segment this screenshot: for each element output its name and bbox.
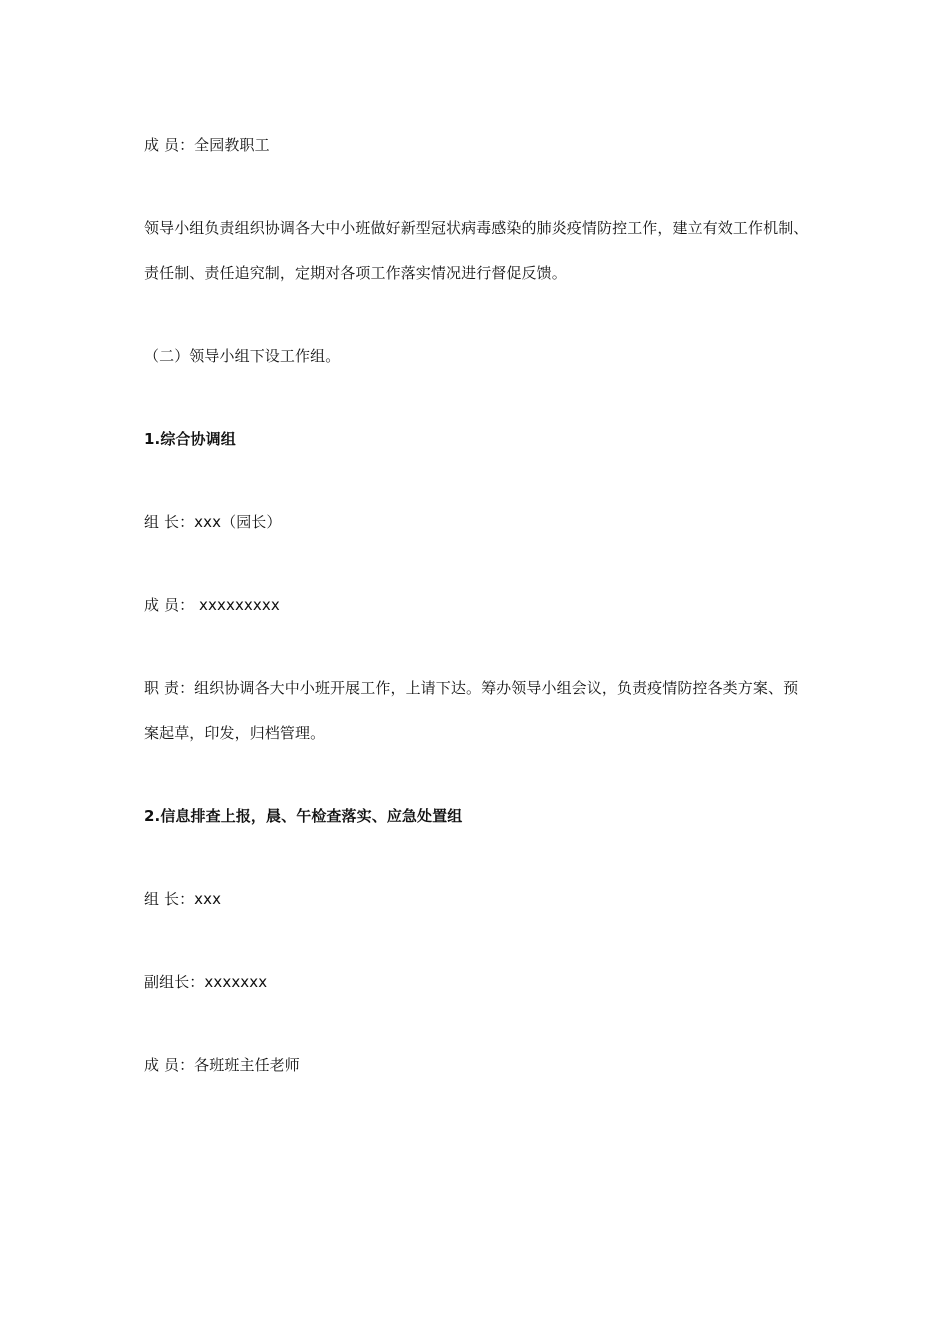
group-1-leader: 组 长：xxx（园长）	[144, 513, 282, 531]
leading-group-description-line-2: 责任制、责任追究制，定期对各项工作落实情况进行督促反馈。	[144, 264, 567, 282]
group-2-heading: 2.信息排查上报，晨、午检查落实、应急处置组	[144, 807, 463, 825]
members-all-staff: 成 员：全园教职工	[144, 136, 270, 154]
group-1-duties-line-2: 案起草，印发，归档管理。	[144, 724, 326, 742]
group-1-heading: 1.综合协调组	[144, 430, 236, 448]
leading-group-description-line-1: 领导小组负责组织协调各大中小班做好新型冠状病毒感染的肺炎疫情防控工作，建立有效工作机制、	[144, 219, 809, 237]
group-2-leader: 组 长：xxx	[144, 890, 222, 908]
group-1-duties-line-1: 职 责：组织协调各大中小班开展工作，上请下达。筹办领导小组会议，负责疫情防控各类方案、预	[144, 679, 799, 697]
group-2-members: 成 员：各班班主任老师	[144, 1056, 300, 1074]
group-2-deputy-leader: 副组长：xxxxxxx	[144, 973, 268, 991]
group-1-members: 成 员： xxxxxxxxx	[144, 596, 280, 614]
section-two-heading: （二）领导小组下设工作组。	[144, 347, 341, 365]
